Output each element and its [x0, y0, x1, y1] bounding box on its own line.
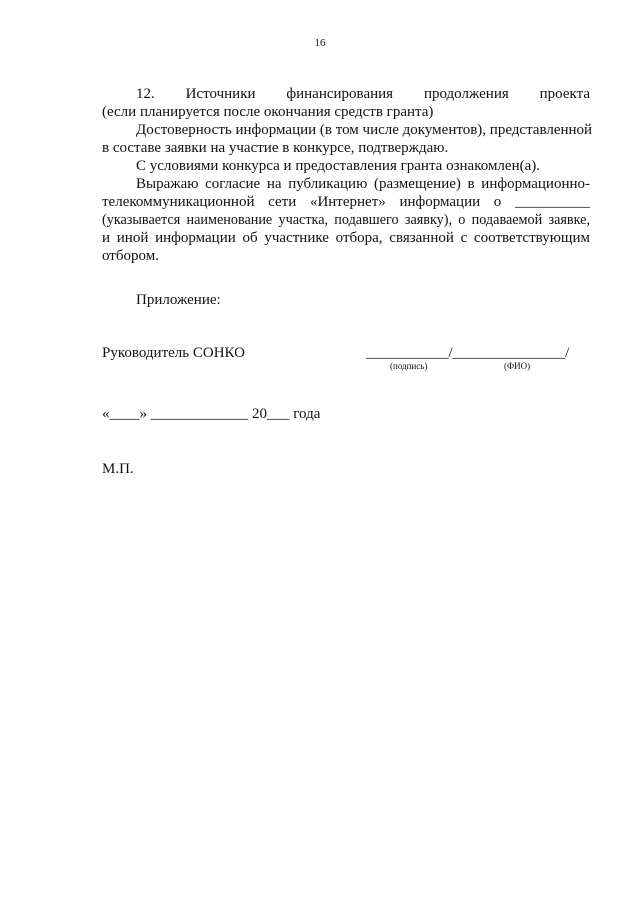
body-line-3: Достоверность информации (в том числе документов), представленной [136, 122, 593, 138]
body-line-4: в составе заявки на участие в конкурсе, подтверждаю. [102, 140, 449, 156]
attachment-label: Приложение: [136, 292, 221, 308]
stamp-label: М.П. [102, 461, 134, 477]
body-line-6: Выражаю согласие на публикацию (размещение) в информационно- [136, 176, 590, 192]
body-line-5: С условиями конкурса и предоставления гранта ознакомлен(а). [136, 158, 541, 174]
body-line-2: (если планируется после окончания средств гранта) [102, 104, 434, 120]
signature-caption: (подпись) [390, 361, 428, 371]
body-line-9: и иной информации об участнике отбора, связанной с соответствующим [102, 230, 590, 246]
body-line-8: (указывается наименование участка, подавшего заявку), о подаваемой заявке, [102, 212, 590, 228]
signature-role: Руководитель СОНКО [102, 345, 245, 361]
body-line-10: отбором. [102, 248, 159, 264]
page-number: 16 [314, 37, 326, 49]
name-caption: (ФИО) [504, 361, 531, 371]
body-line-1: 12. Источники финансирования продолжения проекта [136, 86, 590, 102]
date-line: «____» _____________ 20___ года [102, 406, 321, 422]
body-line-7: телекоммуникационной сети «Интернет» информации о __________ [102, 194, 590, 210]
signature-lines: ___________/_______________/ [366, 345, 570, 361]
